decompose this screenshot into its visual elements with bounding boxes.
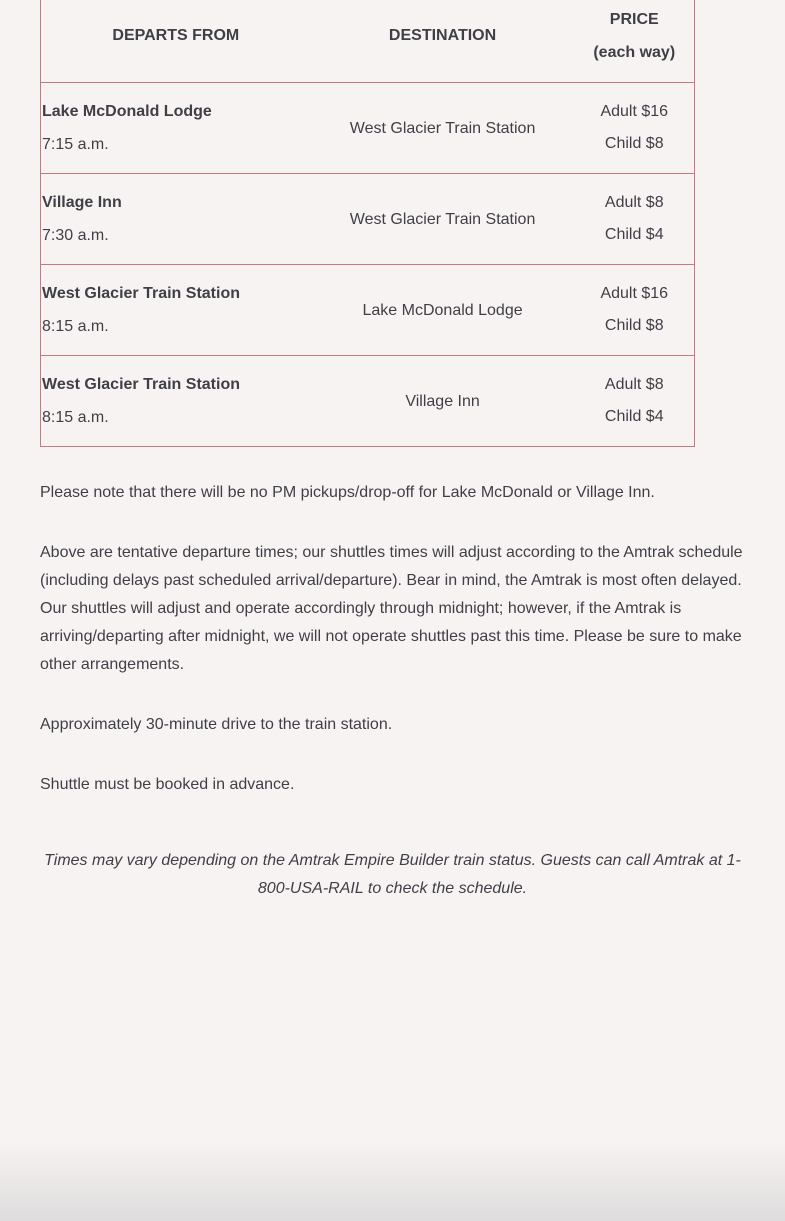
adult-price: Adult $16 [600, 285, 669, 302]
booking-note: Shuttle must be booked in advance. [40, 776, 295, 793]
departure-stop: West Glacier Train Station [42, 376, 240, 393]
departure-stop: Village Inn [42, 194, 122, 211]
departure-stop: West Glacier Train Station [42, 285, 240, 302]
table-row [41, 174, 695, 265]
cell-price [575, 174, 695, 265]
child-price: Child $4 [604, 408, 664, 425]
departure-time: 7:15 a.m. [42, 136, 109, 153]
table-row [41, 356, 695, 447]
cell-departs-from [41, 265, 311, 356]
shuttle-schedule-table [40, 0, 695, 447]
departure-time: 7:30 a.m. [42, 227, 109, 244]
cell-destination: Lake McDonald Lodge [311, 265, 575, 356]
cell-departs-from [41, 356, 311, 447]
adult-price: Adult $8 [604, 376, 664, 393]
footer-fade [0, 1140, 785, 1221]
tentative-times-note: Above are tentative departure times; our shuttles times will adjust according to the Amtrak schedule (including delays past scheduled arrival/departure). Bear in mind, the Amtrak is most often delayed. Our shuttles will adjust and operate accordingly through midnight; however, if the Amtrak is arriving/departing after midnight, we will not operate shuttles past this time. Please be sure to make other arrangements. [40, 544, 743, 673]
departure-stop: Lake McDonald Lodge [42, 103, 212, 120]
amtrak-schedule-note: Times may vary depending on the Amtrak Empire Builder train status. Guests can call Amtrak at 1-800-USA-RAIL to check the schedule. [44, 852, 741, 897]
adult-price: Adult $16 [600, 103, 669, 120]
table-row [41, 265, 695, 356]
cell-destination: West Glacier Train Station [311, 174, 575, 265]
cell-destination: Village Inn [405, 392, 480, 410]
header-price-note: (each way) [593, 43, 676, 61]
cell-departs-from [41, 174, 311, 265]
cell-departs-from [41, 83, 311, 174]
header-departs-from: DEPARTS FROM [41, 0, 311, 83]
child-price: Child $8 [604, 135, 664, 152]
child-price: Child $8 [604, 317, 664, 334]
adult-price: Adult $8 [604, 194, 664, 211]
cell-destination: West Glacier Train Station [311, 83, 575, 174]
header-destination: DESTINATION [311, 0, 575, 83]
header-price [575, 0, 695, 83]
departure-time: 8:15 a.m. [42, 318, 109, 335]
cell-price [575, 83, 695, 174]
child-price: Child $4 [604, 226, 664, 243]
header-price-label: PRICE [609, 10, 659, 28]
cell-price [575, 265, 695, 356]
cell-price [575, 356, 695, 447]
drive-time-note: Approximately 30-minute drive to the train station. [40, 716, 393, 733]
table-header-row [41, 0, 695, 83]
pm-pickup-note: Please note that there will be no PM pickups/drop-off for Lake McDonald or Village Inn. [40, 484, 655, 501]
departure-time: 8:15 a.m. [42, 409, 109, 426]
table-row [41, 83, 695, 174]
